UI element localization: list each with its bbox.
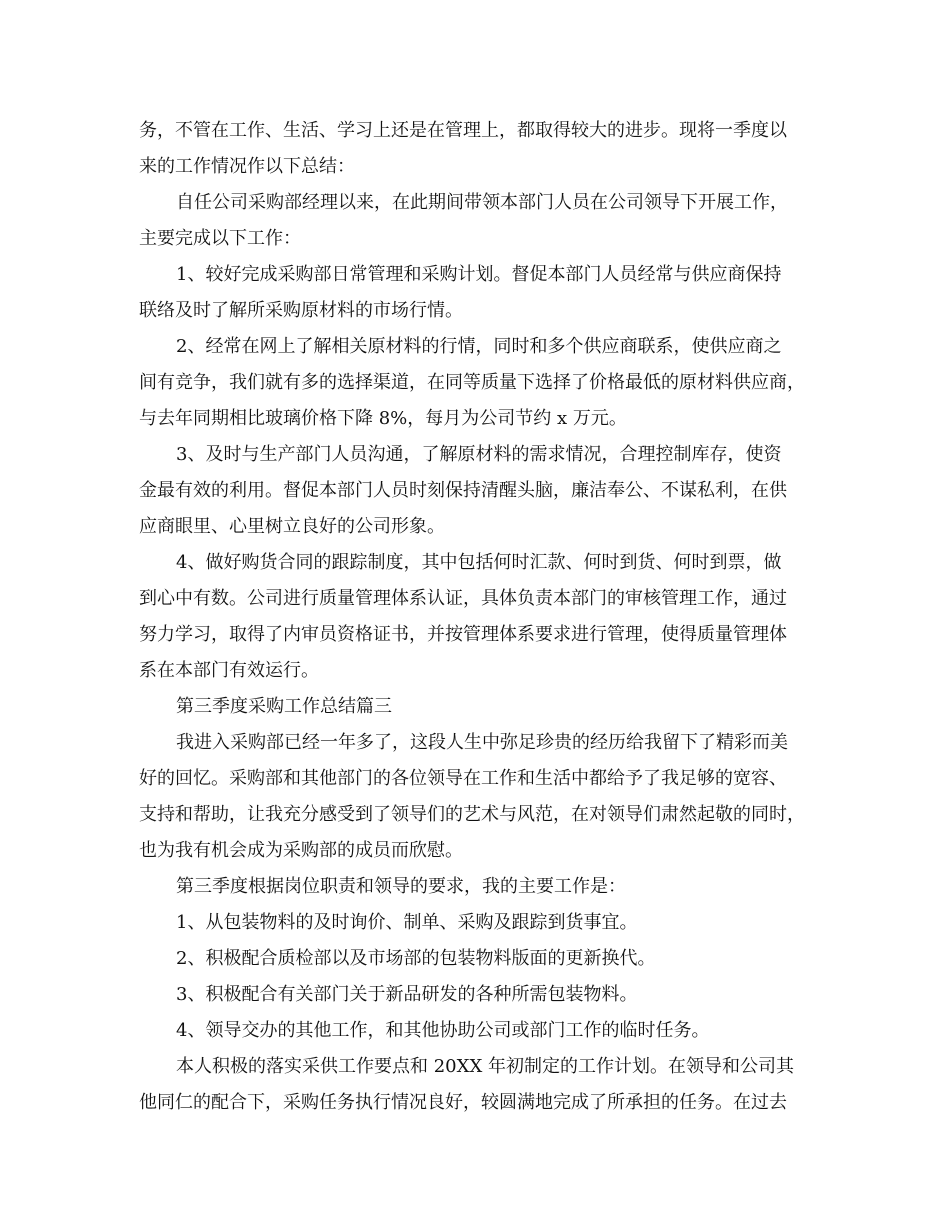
text-line: 1、较好完成采购部日常管理和采购计划。督促本部门人员经常与供应商保持 (176, 264, 782, 285)
text-line: 应商眼里、心里树立良好的公司形象。 (139, 516, 445, 537)
text-line: 与去年同期相比玻璃价格下降 8%，每月为公司节约 x 万元。 (139, 408, 627, 429)
text-line: 自任公司采购部经理以来，在此期间带领本部门人员在公司领导下开展工作， (176, 192, 788, 213)
text-line: 主要完成以下工作： (139, 228, 301, 249)
text-line: 1、从包装物料的及时询价、制单、采购及跟踪到货事宜。 (176, 912, 638, 933)
document-body (139, 113, 819, 1121)
text-line: 本人积极的落实采供工作要点和 20XX 年初制定的工作计划。在领导和公司其 (176, 1056, 794, 1077)
text-line: 第三季度根据岗位职责和领导的要求，我的主要工作是： (176, 876, 626, 897)
text-line: 努力学习，取得了内审员资格证书，并按管理体系要求进行管理，使得质量管理体 (139, 624, 787, 645)
text-line: 来的工作情况作以下总结： (139, 156, 355, 177)
text-line: 到心中有数。公司进行质量管理体系认证，具体负责本部门的审核管理工作，通过 (139, 588, 787, 609)
text-line: 好的回忆。采购部和其他部门的各位领导在工作和生活中都给予了我足够的宽容、 (139, 768, 787, 789)
text-line: 2、经常在网上了解相关原材料的行情，同时和多个供应商联系，使供应商之 (176, 336, 782, 357)
text-line: 联络及时了解所采购原材料的市场行情。 (139, 300, 463, 321)
text-line: 我进入采购部已经一年多了，这段人生中弥足珍贵的经历给我留下了精彩而美 (176, 732, 788, 753)
text-line: 4、领导交办的其他工作，和其他协助公司或部门工作的临时任务。 (176, 1020, 710, 1041)
text-line: 也为我有机会成为采购部的成员而欣慰。 (139, 840, 463, 861)
text-line: 他同仁的配合下，采购任务执行情况良好，较圆满地完成了所承担的任务。在过去 (139, 1092, 787, 1113)
text-line: 间有竞争，我们就有多的选择渠道，在同等质量下选择了价格最低的原材料供应商， (139, 372, 805, 393)
text-line: 第三季度采购工作总结篇三 (176, 696, 392, 717)
text-line: 4、做好购货合同的跟踪制度，其中包括何时汇款、何时到货、何时到票，做 (176, 552, 782, 573)
text-line: 支持和帮助，让我充分感受到了领导们的艺术与风范，在对领导们肃然起敬的同时， (139, 804, 805, 825)
text-line: 3、及时与生产部门人员沟通，了解原材料的需求情况，合理控制库存，使资 (176, 444, 782, 465)
text-line: 金最有效的利用。督促本部门人员时刻保持清醒头脑，廉洁奉公、不谋私利，在供 (139, 480, 787, 501)
text-line: 3、积极配合有关部门关于新品研发的各种所需包装物料。 (176, 984, 638, 1005)
text-line: 系在本部门有效运行。 (139, 660, 319, 681)
text-line: 2、积极配合质检部以及市场部的包装物料版面的更新换代。 (176, 948, 656, 969)
text-line: 务，不管在工作、生活、学习上还是在管理上，都取得较大的进步。现将一季度以 (139, 120, 787, 141)
